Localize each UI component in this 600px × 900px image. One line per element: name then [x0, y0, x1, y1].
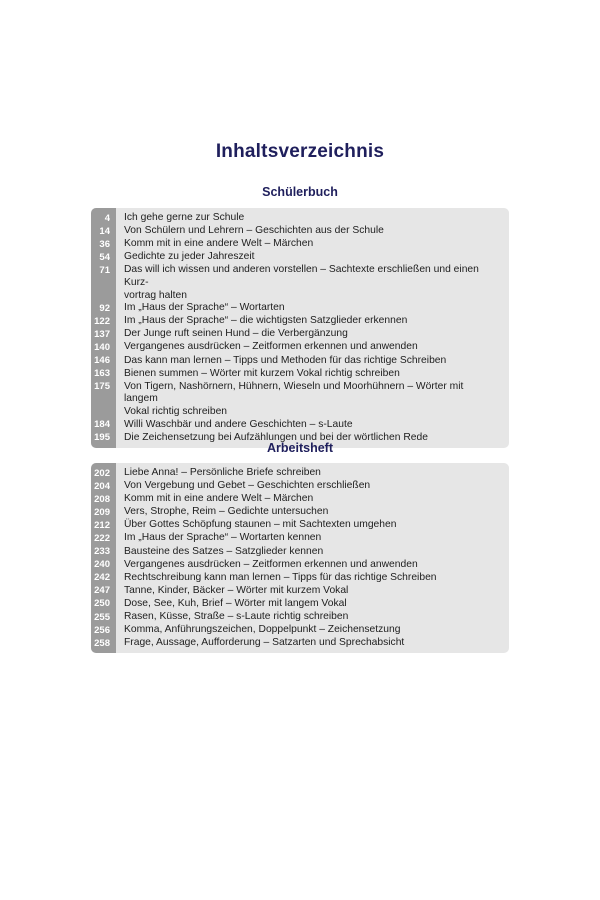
toc-page-number: 54	[99, 251, 110, 263]
toc-entry	[91, 212, 509, 225]
toc-page-number: 202	[94, 467, 110, 479]
toc-entry	[91, 598, 509, 611]
toc-page-number: 256	[94, 624, 110, 636]
section-heading-arbeitsheft: Arbeitsheft	[267, 441, 333, 455]
toc-entry-title: Ich gehe gerne zur Schule	[124, 212, 245, 223]
toc-list	[91, 208, 509, 448]
toc-entry	[91, 519, 509, 532]
toc-entry-title: Der Junge ruft seinen Hund – die Verbergänzung	[124, 328, 348, 340]
toc-entry-title: Komm mit in eine andere Welt – Märchen	[124, 238, 314, 250]
toc-page-number: 208	[94, 493, 110, 505]
toc-page-number: 4	[104, 212, 110, 224]
toc-entry	[91, 264, 509, 302]
toc-page-number: 240	[94, 559, 110, 571]
toc-entry	[91, 467, 509, 480]
toc-page-number: 36	[99, 238, 110, 250]
toc-entry-title: Das kann man lernen – Tipps und Methoden für das richtige Schreiben	[124, 354, 447, 366]
toc-page-number: 222	[94, 532, 110, 544]
toc-entry	[91, 572, 509, 585]
toc-page-number: 14	[99, 225, 110, 237]
toc-entry-title: Komm mit in eine andere Welt – Märchen	[124, 493, 314, 505]
toc-entry-title: Das will ich wissen und anderen vorstellen – Sachtexte erschließen und einen Kurz- vortrag halten	[124, 264, 479, 301]
toc-entry	[91, 302, 509, 315]
toc-box-arbeitsheft	[91, 463, 509, 653]
toc-entry-title: Willi Waschbär und andere Geschichten – s-Laute	[124, 418, 353, 430]
toc-page-number: 255	[94, 611, 110, 623]
toc-entry	[91, 238, 509, 251]
toc-page-number: 247	[94, 585, 110, 597]
toc-box-schuelerbuch	[91, 208, 509, 448]
toc-page-number: 71	[99, 264, 110, 276]
toc-entry	[91, 368, 509, 381]
toc-entry-title: Bausteine des Satzes – Satzglieder kennen	[124, 545, 324, 557]
toc-entry-title: Im „Haus der Sprache“ – Wortarten kennen	[124, 532, 322, 544]
toc-page-number: 242	[94, 572, 110, 584]
toc-entry-title: Von Vergebung und Gebet – Geschichten erschließen	[124, 480, 371, 492]
toc-entry-title: Über Gottes Schöpfung staunen – mit Sachtexten umgehen	[124, 519, 397, 531]
page-title: Inhaltsverzeichnis	[215, 141, 385, 162]
toc-entry	[91, 419, 509, 432]
toc-entry	[91, 315, 509, 328]
toc-entry-title: Dose, See, Kuh, Brief – Wörter mit langem Vokal	[124, 597, 347, 609]
toc-entry-title: Rechtschreibung kann man lernen – Tipps für das richtige Schreiben	[124, 571, 437, 583]
toc-entry	[91, 506, 509, 519]
toc-entry-title: Vergangenes ausdrücken – Zeitformen erkennen und anwenden	[124, 558, 418, 570]
toc-entry	[91, 585, 509, 598]
toc-list	[91, 463, 509, 653]
toc-entry	[91, 637, 509, 650]
toc-entry	[91, 532, 509, 545]
toc-entry-title: Frage, Aussage, Aufforderung – Satzarten und Sprechabsicht	[124, 637, 405, 649]
toc-entry	[91, 381, 509, 419]
toc-entry	[91, 493, 509, 506]
toc-entry	[91, 624, 509, 637]
toc-page-number: 212	[94, 519, 110, 531]
toc-page-number: 122	[94, 315, 110, 327]
toc-entry-title: Vers, Strophe, Reim – Gedichte untersuchen	[124, 506, 329, 518]
toc-entry	[91, 341, 509, 354]
toc-entry	[91, 559, 509, 572]
toc-entry-title: Rasen, Küsse, Straße – s-Laute richtig schreiben	[124, 611, 349, 623]
toc-page-number: 250	[94, 598, 110, 610]
toc-entry-title: Im „Haus der Sprache“ – Wortarten	[124, 302, 285, 314]
toc-page-number: 233	[94, 546, 110, 558]
toc-entry-title: Tanne, Kinder, Bäcker – Wörter mit kurzem Vokal	[124, 584, 349, 596]
toc-page-number: 92	[99, 302, 110, 314]
toc-page-number: 163	[94, 368, 110, 380]
toc-entry	[91, 328, 509, 341]
toc-entry	[91, 251, 509, 264]
toc-entry-title: Gedichte zu jeder Jahreszeit	[124, 251, 255, 263]
toc-page-number: 140	[94, 341, 110, 353]
toc-page-number: 195	[94, 432, 110, 444]
toc-entry	[91, 611, 509, 624]
toc-entry-title: Bienen summen – Wörter mit kurzem Vokal richtig schreiben	[124, 367, 400, 379]
toc-page-number: 209	[94, 506, 110, 518]
toc-entry-title: Liebe Anna! – Persönliche Briefe schreiben	[124, 467, 321, 478]
toc-page-number: 137	[94, 328, 110, 340]
toc-page-number: 175	[94, 381, 110, 393]
section-heading-schuelerbuch: Schülerbuch	[262, 185, 338, 199]
toc-entry-title: Vergangenes ausdrücken – Zeitformen erkennen und anwenden	[124, 341, 418, 353]
toc-entry	[91, 355, 509, 368]
toc-entry-title: Im „Haus der Sprache“ – die wichtigsten Satzglieder erkennen	[124, 315, 408, 327]
toc-page-number: 204	[94, 480, 110, 492]
toc-entry-title: Von Tigern, Nashörnern, Hühnern, Wieseln und Moorhühnern – Wörter mit langem Vokal richtig schreiben	[124, 380, 464, 417]
toc-entry-title: Die Zeichensetzung bei Aufzählungen und bei der wörtlichen Rede	[124, 431, 428, 443]
toc-entry-title: Von Schülern und Lehrern – Geschichten aus der Schule	[124, 225, 384, 237]
toc-entry	[91, 480, 509, 493]
toc-page-number: 184	[94, 419, 110, 430]
toc-entry	[91, 546, 509, 559]
toc-page-number: 146	[94, 355, 110, 367]
toc-page-number: 258	[94, 637, 110, 649]
toc-entry-title: Komma, Anführungszeichen, Doppelpunkt – Zeichensetzung	[124, 624, 401, 636]
toc-entry	[91, 225, 509, 238]
